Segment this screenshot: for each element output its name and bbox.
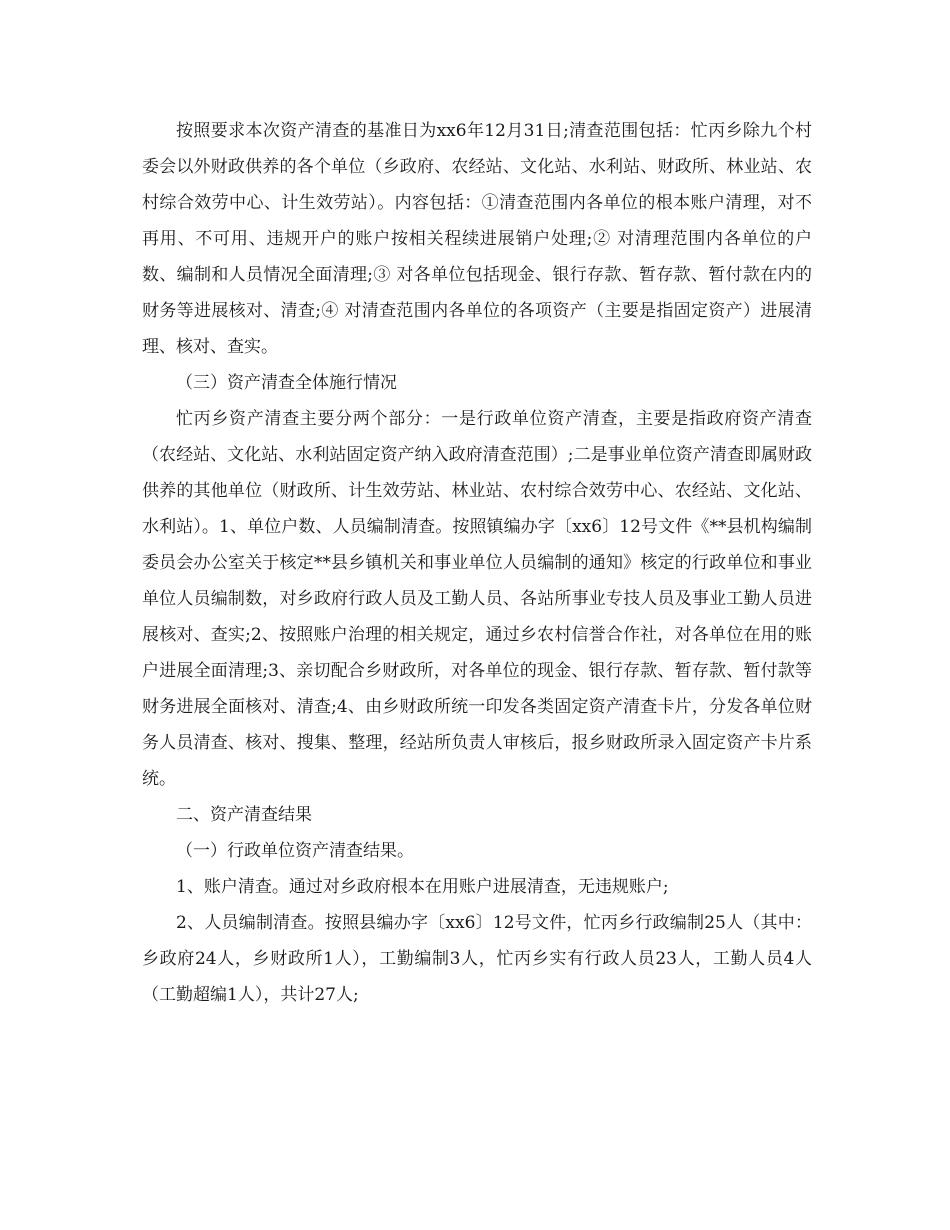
paragraph-account-check: 1、账户清查。通过对乡政府根本在用账户进展清查，无违规账户; — [176, 877, 669, 897]
paragraph-staffing-check: 2、人员编制清查。按照县编办字〔xx6〕12号文件，忙丙乡行政编制25人（其中：乡政府24人，乡财政所1人），工勤编制3人，忙丙乡实有行政人员23人，工勤人员4人（工勤超编1人），共计27人; — [142, 913, 812, 1005]
section-heading-implementation: （三）资产清查全体施行情况 — [176, 373, 397, 393]
subsection-heading-admin-results: （一）行政单位资产清查结果。 — [176, 841, 414, 861]
document-page — [142, 113, 812, 1013]
section-heading-results: 二、资产清查结果 — [176, 805, 312, 825]
paragraph-implementation: 忙丙乡资产清查主要分两个部分：一是行政单位资产清查，主要是指政府资产清查（农经站、文化站、水利站固定资产纳入政府清查范围）;二是事业单位资产清查即属财政供养的其他单位（财政所、计生效劳站、林业站、农村综合效劳中心、农经站、文化站、水利站）。1、单位户数、人员编制清查。按照镇编办字〔xx6〕12号文件《**县机构编制委员会办公室关于核定**县乡镇机关和事业单位人员编制的通知》核定的行政单位和事业单位人员编制数，对乡政府行政人员及工勤人员、各站所事业专技人员及事业工勤人员进展核对、查实;2、按照账户治理的相关规定，通过乡农村信誉合作社，对各单位在用的账户进展全面清理;3、亲切配合乡财政所，对各单位的现金、银行存款、暂存款、暂付款等财务进展全面核对、清查;4、由乡财政所统一印发各类固定资产清查卡片，分发各单位财务人员清查、核对、搜集、整理，经站所负责人审核后，报乡财政所录入固定资产卡片系统。 — [142, 409, 812, 789]
paragraph-scope: 按照要求本次资产清查的基准日为xx6年12月31日;清查范围包括：忙丙乡除九个村委会以外财政供养的各个单位（乡政府、农经站、文化站、水利站、财政所、林业站、农村综合效劳中心、计生效劳站）。内容包括：①清查范围内各单位的根本账户清理，对不再用、不可用、违规开户的账户按相关程续进展销户处理;② 对清理范围内各单位的户数、编制和人员情况全面清理;③ 对各单位包括现金、银行存款、暂存款、暂付款在内的财务等进展核对、清查;④ 对清查范围内各单位的各项资产（主要是指固定资产）进展清理、核对、查实。 — [142, 121, 812, 357]
